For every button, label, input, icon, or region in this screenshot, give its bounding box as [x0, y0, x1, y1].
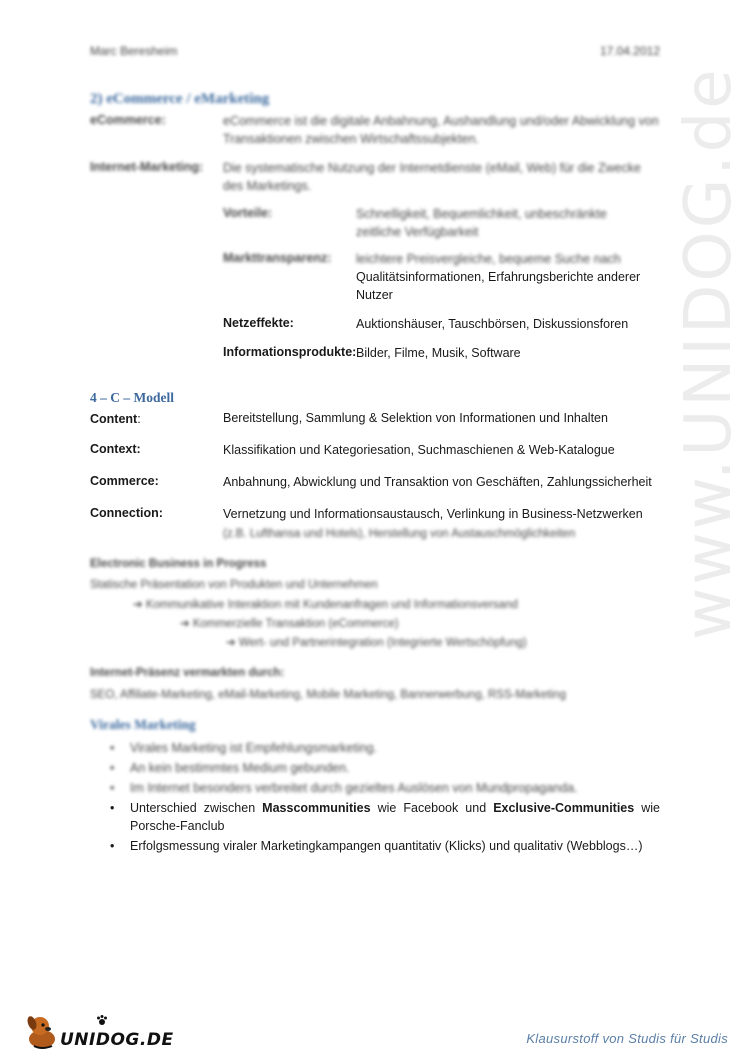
connection-text: Vernetzung und Informationsaustausch, Verlinkung in Business-Netzwerken	[223, 507, 643, 521]
vorteile-label: Vorteile:	[223, 206, 273, 220]
internet-marketing-definition: Die systematische Nutzung der Internetdienste (eMail, Web) für die Zwecke des Marketings.	[223, 161, 642, 193]
connection-label: Connection:	[90, 506, 163, 520]
unidog-logo[interactable]	[22, 1012, 174, 1052]
list-item	[104, 739, 660, 757]
ecommerce-label: eCommerce:	[90, 113, 166, 127]
section-title-4c-modell: 4 – C – Modell	[90, 390, 174, 405]
markttransparenz-text-line3: Nutzer	[356, 288, 393, 302]
list-item-text: wie Facebook und	[370, 801, 494, 815]
list-item	[104, 779, 660, 797]
informationsprodukte-label: Informationsprodukte:	[223, 345, 357, 359]
list-item-text: Virales Marketing ist Empfehlungsmarketing.	[130, 741, 378, 755]
ebusiness-title: Electronic Business in Progress	[90, 558, 267, 570]
list-item-text: Unterschied zwischen	[130, 801, 263, 815]
ebusiness-line3: ➔ Kommerzielle Transaktion (eCommerce)	[180, 618, 399, 630]
context-label: Context:	[90, 442, 141, 456]
internet-marketing-label: Internet-Marketing:	[90, 160, 204, 174]
masscommunities-term: Masscommunities	[262, 801, 371, 815]
bullet-icon: •	[110, 801, 115, 815]
bullet-icon: •	[110, 781, 115, 795]
bullet-icon: •	[110, 741, 115, 755]
content-text: Bereitstellung, Sammlung & Selektion von Informationen und Inhalten	[223, 411, 608, 425]
praesenz-text: SEO, Affiliate-Marketing, eMail-Marketing, Mobile Marketing, Bannerwerbung, RSS-Marketing	[90, 689, 566, 701]
logo-text: UNIDOG.DE	[60, 1030, 174, 1050]
bullet-icon: •	[110, 839, 115, 853]
ebusiness-line1: Statische Präsentation von Produkten und Unternehmen	[90, 579, 378, 591]
content-colon: :	[137, 412, 141, 426]
informationsprodukte-text: Bilder, Filme, Musik, Software	[356, 346, 521, 360]
virales-marketing-title: Virales Marketing	[90, 717, 196, 732]
markttransparenz-label: Markttransparenz:	[223, 251, 332, 265]
markttransparenz-text-line2: Qualitätsinformationen, Erfahrungsberichte anderer	[356, 270, 641, 284]
bullet-icon: •	[110, 761, 115, 775]
markttransparenz-text-line1: leichtere Preisvergleiche, bequeme Suche nach	[356, 252, 621, 266]
ebusiness-line4: ➔ Wert- und Partnerintegration (Integrierte Wertschöpfung)	[226, 637, 527, 649]
section-title-ecommerce: 2) eCommerce / eMarketing	[90, 91, 270, 107]
content-label: Content	[90, 412, 138, 426]
netzeffekte-label: Netzeffekte:	[223, 316, 294, 330]
virales-marketing-list	[104, 739, 660, 857]
ebusiness-line2: ➔ Kommunikative Interaktion mit Kundenanfragen und Informationsversand	[133, 599, 518, 611]
list-item-text: Im Internet besonders verbreitet durch gezieltes Auslösen von Mundpropaganda.	[130, 781, 578, 795]
exclusive-communities-term: Exclusive-Communities	[493, 801, 635, 815]
context-text: Klassifikation und Kategoriesation, Suchmaschienen & Web-Katalogue	[223, 443, 615, 457]
header-author: Marc Beresheim	[90, 44, 178, 58]
list-item	[104, 799, 660, 835]
netzeffekte-text: Auktionshäuser, Tauschbörsen, Diskussionsforen	[356, 317, 629, 331]
ecommerce-definition: eCommerce ist die digitale Anbahnung, Aushandlung und/oder Abwicklung von Transaktionen zwischen Wirtschaftssubjekten.	[223, 114, 659, 146]
footer-tagline: Klausurstoff von Studis für Studis	[526, 1031, 728, 1046]
commerce-text: Anbahnung, Abwicklung und Transaktion von Geschäften, Zahlungssicherheit	[223, 475, 652, 489]
connection-text-line2: (z.B. Lufthansa und Hotels), Herstellung von Austauschmöglichkeiten	[223, 528, 576, 540]
dog-icon	[22, 1012, 62, 1052]
paw-icon	[96, 1014, 108, 1026]
watermark: www.UNIDOG.de	[672, 66, 746, 640]
content-label-wrap	[90, 410, 141, 428]
list-item-text: Erfolgsmessung viraler Marketingkampangen quantitativ (Klicks) und qualitativ (Webblogs…)	[130, 839, 643, 853]
praesenz-title: Internet-Präsenz vermarkten durch:	[90, 667, 285, 679]
list-item	[104, 759, 660, 777]
vorteile-text: Schnelligkeit, Bequemlichkeit, unbeschränkte zeitliche Verfügbarkeit	[356, 207, 607, 239]
commerce-label: Commerce:	[90, 474, 159, 488]
header-date: 17.04.2012	[599, 44, 660, 58]
list-item	[104, 837, 660, 855]
list-item-text: An kein bestimmtes Medium gebunden.	[130, 761, 350, 775]
list-item-text: wie Porsche-Fanclub	[130, 801, 660, 833]
